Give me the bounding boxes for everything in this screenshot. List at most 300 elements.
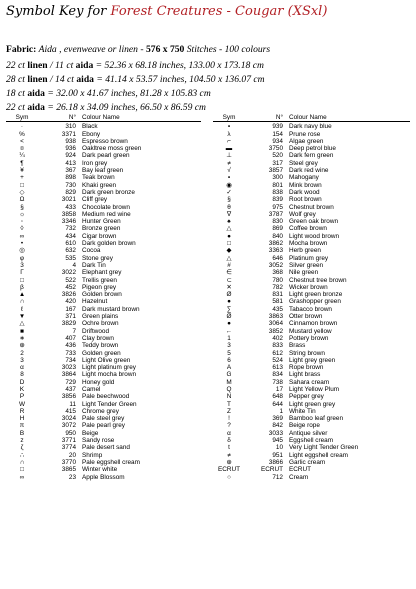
row-colour-name: Honey gold [82,378,115,386]
table-row [6,131,201,138]
table-row [213,240,410,247]
table-row [213,350,410,357]
row-number: 3863 [268,313,283,321]
row-symbol: ⊥ [226,152,232,160]
row-colour-name: Bamboo leaf green [289,415,344,423]
header-num: N° [68,114,76,121]
row-number: 733 [65,349,76,357]
row-number: 371 [65,313,76,321]
row-number: 452 [65,283,76,291]
row-number: 829 [65,188,76,196]
table-row [213,444,410,451]
row-number: 3024 [61,415,76,423]
row-number: 300 [272,174,283,182]
table-row [6,284,201,291]
count-pre: 22 ct [6,60,28,71]
table-row [213,335,410,342]
row-symbol: 3 [20,356,24,364]
row-symbol: P [19,393,25,401]
table-row [213,328,410,335]
row-number: 522 [65,276,76,284]
row-symbol: π [19,422,25,430]
row-symbol: ▪ [227,123,231,131]
row-colour-name: Light grey green [289,356,336,364]
row-colour-name: Garlic cream [289,458,326,466]
row-symbol: A [226,364,232,372]
row-number: 3787 [268,210,283,218]
row-symbol: ▼ [18,313,26,321]
table-row [213,364,410,371]
row-colour-name: Light brass [289,371,321,379]
row-colour-name: Pale pearl grey [82,422,125,430]
row-colour-name: Pale desert sand [82,444,130,452]
row-symbol: W [18,400,26,408]
row-colour-name: Teak brown [82,174,115,182]
fabric-line [6,44,270,55]
table-row [213,357,410,364]
row-symbol: 2 [20,349,24,357]
row-symbol: ○ [227,473,231,481]
row-symbol: 3 [227,342,231,350]
row-colour-name: Medium red wine [82,210,131,218]
row-number: 7 [72,327,76,335]
row-number: 612 [272,349,283,357]
row-number: 3750 [268,145,283,153]
row-colour-name: Dark wood [289,188,320,196]
row-number: 3363 [268,247,283,255]
row-symbol: % [19,130,25,138]
table-row [6,152,201,159]
row-colour-name: Khaki green [82,181,117,189]
row-colour-name: Oakltree moss green [82,145,142,153]
row-number: 644 [272,400,283,408]
table-row [6,430,201,437]
row-colour-name: Grashopper green [289,298,341,306]
row-number: 3866 [268,458,283,466]
table-row [213,123,410,130]
header-name: Colour Name [289,114,327,121]
row-number: 838 [272,188,283,196]
table-header [6,114,201,122]
row-number: 23 [68,473,76,481]
row-symbol: 3 [20,261,24,269]
row-colour-name: Mustard yellow [289,327,332,335]
table-row [213,269,410,276]
row-number: 3770 [61,458,76,466]
row-number: 3857 [268,167,283,175]
row-symbol: α [20,364,24,372]
table-row [213,145,410,152]
row-number: 310 [65,123,76,131]
table-row [213,313,410,320]
row-number: 975 [272,203,283,211]
count-line [6,60,264,71]
table-row [6,313,201,320]
table-row [6,167,201,174]
row-symbol: △ [19,320,25,328]
row-number: 524 [272,356,283,364]
row-number: ECRUT [260,466,283,474]
row-number: 3022 [61,269,76,277]
row-symbol: √ [227,167,231,175]
row-number: 4 [72,261,76,269]
row-number: 167 [65,305,76,313]
row-number: 610 [65,240,76,248]
row-colour-name: Ebony [82,130,101,138]
table-row [213,393,410,400]
row-number: 3826 [61,291,76,299]
row-colour-name: Otter brown [289,313,323,321]
row-number: 729 [65,378,76,386]
row-symbol: M [226,378,232,386]
table-row [6,357,201,364]
row-number: 632 [65,247,76,255]
table-row [6,437,201,444]
row-colour-name: Light Yellow Plum [289,385,340,393]
table-row [213,466,410,473]
row-colour-name: Light wood brown [289,232,340,240]
count-dimensions: = 41.14 x 53.57 inches, 104.50 x 136.07 cm [93,74,265,85]
row-symbol: ☼ [19,210,25,218]
row-symbol: 5 [227,349,231,357]
row-colour-name: Bronze green [82,225,121,233]
table-row [6,196,201,203]
row-number: 3864 [61,371,76,379]
row-number: 839 [272,196,283,204]
count-fabric-b: aida [75,60,94,71]
row-colour-name: Coffee brown [289,225,327,233]
row-colour-name: Algae green [289,137,324,145]
row-colour-name: Pale steel grey [82,415,125,423]
count-dimensions: = 32.00 x 41.67 inches, 81.28 x 105.83 cm [44,88,211,99]
row-symbol: ● [227,298,231,306]
table-row [213,233,410,240]
row-number: 734 [65,356,76,364]
table-body [6,123,201,481]
row-colour-name: Root brown [289,196,322,204]
row-symbol: ∴ [19,451,25,459]
table-row [6,364,201,371]
row-number: 3023 [61,364,76,372]
table-row [6,474,201,481]
header-num: N° [275,114,283,121]
row-symbol: ζ [20,444,24,452]
count-line [6,88,211,99]
row-number: 934 [272,137,283,145]
row-number: 613 [272,364,283,372]
table-row [213,284,410,291]
row-number: 3033 [268,429,283,437]
row-symbol: 6 [227,356,231,364]
row-colour-name: Cocoa [82,247,101,255]
row-number: 782 [272,283,283,291]
row-colour-name: Beige rope [289,422,320,430]
table-row [6,160,201,167]
row-symbol: ← [225,327,233,335]
row-number: 10 [275,444,283,452]
row-symbol: Ø [226,291,232,299]
row-colour-name: Chrome grey [82,407,119,415]
row-colour-name: Pale beechwood [82,393,130,401]
table-row [6,138,201,145]
row-number: 3346 [61,218,76,226]
page-title [6,4,327,19]
row-number: 402 [272,334,283,342]
table-row [6,218,201,225]
row-symbol: + [20,174,24,182]
table-row [213,225,410,232]
table-row [213,474,410,481]
row-symbol: 8 [20,371,24,379]
table-row [6,444,201,451]
row-colour-name: Prune rose [289,130,321,138]
row-colour-name: Dark mustard brown [82,305,140,313]
row-number: 833 [272,342,283,350]
row-colour-name: Eggshell cream [289,437,334,445]
row-symbol: φ [19,254,25,262]
table-row [6,379,201,386]
row-symbol: ● [227,320,231,328]
row-colour-name: Platinum grey [289,254,329,262]
row-symbol: ◆ [226,247,232,255]
row-colour-name: Steel grey [289,159,318,167]
row-symbol: ¼ [19,152,25,160]
row-colour-name: Mahogany [289,174,319,182]
table-row [213,218,410,225]
row-symbol: α [227,429,231,437]
count-pre: 18 ct [6,88,28,99]
table-row [213,408,410,415]
row-colour-name: Green plains [82,313,119,321]
fabric-label: Fabric: [6,44,37,55]
row-number: 924 [65,152,76,160]
row-colour-name: Beige [82,429,99,437]
table-row [6,174,201,181]
row-number: 780 [272,276,283,284]
row-symbol: H [19,415,25,423]
row-colour-name: Mink brown [289,181,322,189]
row-symbol: § [227,196,231,204]
row-colour-name: Cinnamon brown [289,320,338,328]
row-number: 3852 [268,327,283,335]
table-row [6,459,201,466]
row-number: 3021 [61,196,76,204]
row-colour-name: Golden green [82,349,121,357]
table-row [213,415,410,422]
row-number: 369 [272,415,283,423]
row-number: 413 [65,159,76,167]
row-symbol: □ [20,276,24,284]
row-colour-name: Black [82,123,98,131]
row-colour-name: Light green grey [289,400,336,408]
table-row [6,277,201,284]
row-number: 3856 [61,393,76,401]
row-number: 434 [65,232,76,240]
row-colour-name: Pepper grey [289,393,324,401]
row-symbol: N [226,393,232,401]
row-symbol: ◉ [226,181,232,189]
row-number: 520 [272,152,283,160]
table-row [6,269,201,276]
row-number: 367 [65,167,76,175]
title-pattern-name: Forest Creatures - Cougar (XSxl) [110,4,328,19]
row-number: 3771 [61,437,76,445]
row-number: 869 [272,225,283,233]
row-number: 3862 [268,240,283,248]
table-row [213,342,410,349]
row-colour-name: Trellis green [82,276,117,284]
row-symbol: D [19,378,25,386]
table-row [6,371,201,378]
row-symbol: B [19,429,25,437]
row-number: 936 [65,145,76,153]
row-symbol: ∞ [19,232,25,240]
row-number: 3052 [268,261,283,269]
row-symbol: ¶ [20,159,24,167]
table-row [213,277,410,284]
count-pre: 28 ct [6,74,28,85]
table-row [6,211,201,218]
row-symbol: △ [226,225,232,233]
table-row [213,131,410,138]
row-symbol: □ [20,181,24,189]
header-sym: Sym [222,114,236,121]
row-symbol: △ [226,254,232,262]
row-symbol: ▪ [227,174,231,182]
row-number: 738 [272,378,283,386]
row-number: 3865 [61,466,76,474]
table-body [213,123,410,481]
table-row [6,182,201,189]
row-symbol: ≠ [227,451,231,459]
row-symbol: ! [228,415,230,423]
count-mid: / 14 ct [47,74,77,85]
row-symbol: ≠ [227,159,231,167]
row-colour-name: Pigeon grey [82,283,117,291]
row-number: 3371 [61,130,76,138]
table-row [213,401,410,408]
row-symbol: ♠ [227,218,231,226]
row-number: 1 [279,407,283,415]
row-colour-name: Iron grey [82,159,108,167]
row-colour-name: Dark green bronze [82,188,135,196]
row-symbol: ◎ [19,247,25,255]
table-row [6,247,201,254]
row-symbol: ✕ [226,283,232,291]
row-colour-name: Sahara cream [289,378,330,386]
row-colour-name: Wolf grey [289,210,316,218]
row-symbol: ■ [20,327,24,335]
row-number: 898 [65,174,76,182]
row-number: 407 [65,334,76,342]
row-symbol: ∩ [19,298,25,306]
title-prefix: Symbol Key for [6,4,107,19]
table-row [213,152,410,159]
row-number: 20 [68,451,76,459]
row-symbol: Z [227,407,231,415]
row-number: 831 [272,291,283,299]
table-row [213,452,410,459]
row-colour-name: Cigar brown [82,232,117,240]
row-symbol: K [19,385,25,393]
table-row [6,225,201,232]
row-number: 11 [69,400,76,408]
count-fabric-a: linen [27,74,48,85]
row-symbol: Ø [226,313,232,321]
table-row [6,342,201,349]
row-number: 840 [272,232,283,240]
table-row [6,298,201,305]
table-row [213,430,410,437]
row-symbol: ● [227,232,231,240]
row-number: 830 [272,218,283,226]
row-number: 3072 [61,422,76,430]
row-symbol: • [20,240,24,248]
row-symbol: Q [226,385,232,393]
row-symbol: ⊂ [226,276,232,284]
table-row [6,386,201,393]
row-symbol: ∩ [19,458,25,466]
table-row [6,452,201,459]
table-row [213,182,410,189]
row-number: 3829 [61,320,76,328]
row-symbol: Ω [19,196,25,204]
row-symbol: G [226,371,232,379]
row-symbol: ⌐ [227,137,231,145]
row-number: 3774 [61,444,76,452]
table-row [213,138,410,145]
row-colour-name: Driftwood [82,327,109,335]
row-number: 834 [272,371,283,379]
row-number: 842 [272,422,283,430]
table-row [213,167,410,174]
count-line [6,102,206,113]
row-symbol: z [20,437,24,445]
row-colour-name: Cream [289,473,309,481]
table-row [213,196,410,203]
row-colour-name: Very Light Tender Green [289,444,359,452]
row-colour-name: Camel [82,385,101,393]
row-symbol: t [228,444,230,452]
table-row [6,328,201,335]
row-colour-name: White Tin [289,407,316,415]
table-row [213,189,410,196]
row-colour-name: Chocolate brown [82,203,130,211]
row-number: 951 [272,451,283,459]
table-row [213,255,410,262]
row-symbol: # [227,261,231,269]
row-symbol: ∞ [19,473,25,481]
row-symbol: ¤ [20,145,24,153]
count-pre: 22 ct [6,102,28,113]
row-symbol: ⊕ [226,458,232,466]
count-line [6,74,265,85]
table-row [6,233,201,240]
row-symbol: θ [227,203,231,211]
row-colour-name: Wicker brown [289,283,328,291]
row-colour-name: Espresso brown [82,137,128,145]
count-fabric-b: aida [27,102,45,113]
row-colour-name: Ochre brown [82,320,119,328]
table-row [213,204,410,211]
row-colour-name: Stone grey [82,254,113,262]
row-colour-name: Shrimp [82,451,103,459]
row-colour-name: Silver green [289,261,324,269]
table-row [213,211,410,218]
row-number: 732 [65,225,76,233]
count-fabric-b: aida [76,74,94,85]
row-number: 317 [272,159,283,167]
